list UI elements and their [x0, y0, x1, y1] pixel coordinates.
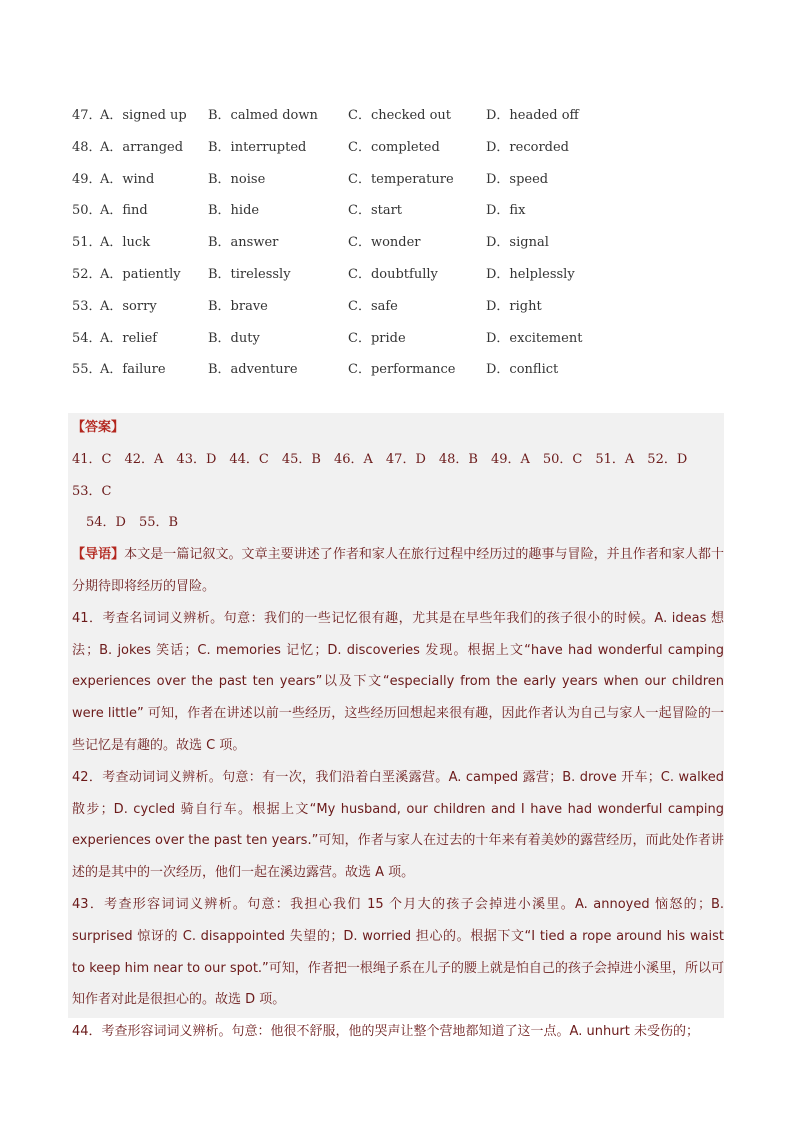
- option-a: A．find: [100, 203, 148, 219]
- guide-tag: 【导语】: [72, 547, 125, 563]
- explanation-41: 41．考查名词词义辨析。句意：我们的一些记忆很有趣，尤其是在早些年我们的孩子很小的时候。A. ideas 想法；B. jokes 笑话；C. memories 记忆；D. discoveries 发现。根据上文“have had wonderful camping experiences over the past ten years”以及下文“especially from the early years when our children were little” 可知，作者在讲述以前一些经历，这些经历回想起来很有趣，因此作者认为自己与家人一起冒险的一些记忆是有趣的。故选 C 项。: [72, 610, 724, 753]
- option-c: C．temperature: [348, 171, 454, 187]
- answer-key-line-1: 41．C 42．A 43．D 44．C 45．B 46．A 47．D 48．B 49．A 50．C 51．A 52．D 53．C: [72, 451, 701, 499]
- option-row-52: [72, 259, 632, 291]
- option-c: C．completed: [348, 139, 440, 155]
- option-c: C．pride: [348, 330, 406, 346]
- guide-text: 本文是一篇记叙文。文章主要讲述了作者和家人在旅行过程中经历过的趣事与冒险，并且作者和家人都十分期待即将经历的冒险。: [72, 547, 724, 594]
- option-d: D．right: [486, 298, 542, 314]
- option-b: B．calmed down: [208, 108, 318, 123]
- option-c: C．safe: [348, 298, 398, 314]
- option-d: D．recorded: [486, 139, 569, 155]
- option-row-49: [72, 164, 632, 196]
- option-row-51: [72, 227, 632, 259]
- option-a: A．failure: [100, 362, 166, 378]
- option-a: A．arranged: [100, 139, 184, 155]
- explanation-43: 43．考查形容词词义辨析。句意：我担心我们 15 个月大的孩子会掉进小溪里。A. annoyed 恼怒的；B. surprised 惊讶的 C. disappointed 失望的；D. worried 担心的。根据下文“I tied a rope around his waist to keep him near to our spot.”可知，作者把一根绳子系在儿子的腰上就是怕自己的孩子会掉进小溪里，所以可知作者对此是很担心的。故选 D 项。: [72, 896, 724, 1008]
- option-row-54: [72, 323, 632, 355]
- question-number: 55．: [72, 362, 102, 378]
- option-c: C．performance: [348, 362, 456, 378]
- option-row-47: [72, 100, 632, 132]
- option-d: D．excitement: [486, 330, 583, 346]
- option-row-50: [72, 195, 632, 227]
- option-d: D．speed: [486, 171, 549, 187]
- question-number: 53．: [72, 298, 102, 314]
- option-a: A．wind: [100, 171, 155, 187]
- explanation-44: 44．考查形容词词义辨析。句意：他很不舒服，他的哭声让整个营地都知道了这一点。A. unhurt 未受伤的；: [72, 1024, 700, 1040]
- explanation-42: 42．考查动词词义辨析。句意：有一次，我们沿着白垩溪露营。A. camped 露营；B. drove 开车；C. walked 散步；D. cycled 骑自行车。根据上文“My husband, our children and I have had wonderful camping experiences over the past ten years.”可知，作者与家人在过去的十年来有着美妙的露营经历，而此处作者讲述的是其中的一次经历，他们一起在溪边露营。故选 A 项。: [72, 769, 724, 881]
- question-number: 51．: [72, 235, 102, 251]
- option-d: D．headed off: [486, 108, 579, 123]
- option-row-48: [72, 132, 632, 164]
- option-d: D．conflict: [486, 362, 559, 378]
- option-c: C．wonder: [348, 235, 421, 251]
- option-c: C．doubtfully: [348, 266, 438, 282]
- option-list: [72, 100, 632, 386]
- option-b: B．brave: [208, 298, 268, 314]
- option-b: B．duty: [208, 330, 260, 346]
- option-b: B．adventure: [208, 362, 298, 378]
- option-a: A．patiently: [100, 266, 181, 282]
- option-d: D．helplessly: [486, 266, 575, 282]
- guide-paragraph: [72, 539, 724, 603]
- option-a: A．sorry: [100, 298, 157, 314]
- question-number: 50．: [72, 203, 102, 219]
- option-d: D．signal: [486, 235, 549, 251]
- question-number: 52．: [72, 266, 102, 282]
- question-number: 48．: [72, 139, 102, 155]
- option-c: C．checked out: [348, 108, 452, 123]
- question-number: 49．: [72, 171, 102, 187]
- option-b: B．tirelessly: [208, 266, 291, 282]
- option-d: D．fix: [486, 203, 526, 219]
- option-b: B．hide: [208, 203, 260, 219]
- answer-key-line-2: 54．D 55．B: [86, 515, 179, 531]
- option-b: B．answer: [208, 235, 279, 251]
- option-c: C．start: [348, 203, 403, 219]
- answer-section: [72, 412, 724, 1048]
- option-b: B．noise: [208, 171, 266, 187]
- answer-tag: 【答案】: [72, 420, 125, 435]
- question-number: 47．: [72, 108, 102, 123]
- option-a: A．luck: [100, 235, 151, 251]
- option-row-55: [72, 354, 632, 386]
- question-number: 54．: [72, 330, 102, 346]
- option-row-53: [72, 291, 632, 323]
- option-a: A．relief: [100, 330, 158, 346]
- option-a: A．signed up: [100, 108, 187, 123]
- option-b: B．interrupted: [208, 139, 307, 155]
